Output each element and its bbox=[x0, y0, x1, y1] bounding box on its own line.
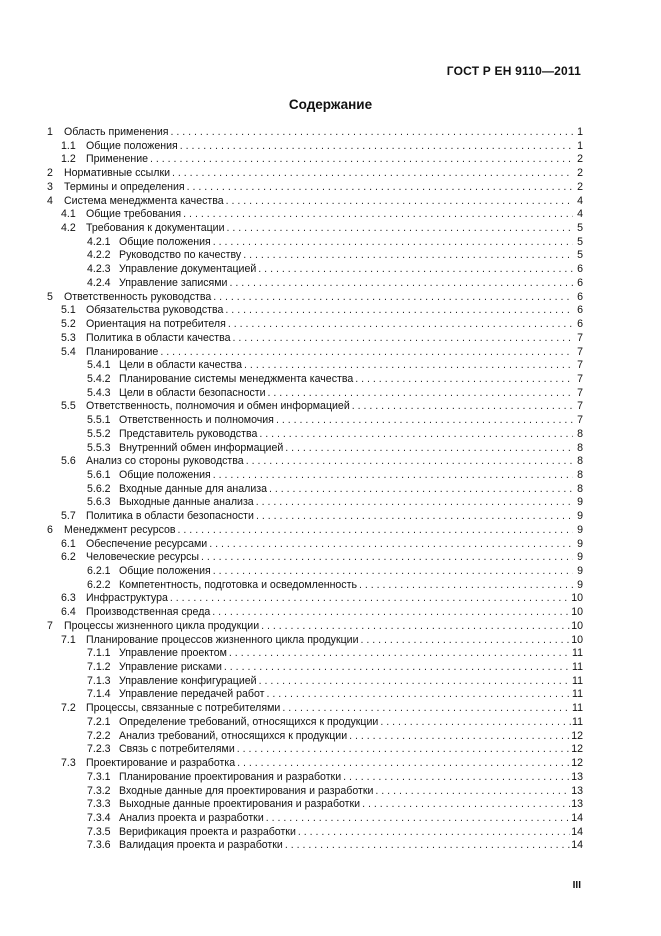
toc-title: Содержание bbox=[288, 97, 373, 112]
toc-entry-page: 14 bbox=[571, 811, 583, 824]
toc-entry-number: 7.3.3 bbox=[87, 798, 111, 811]
toc-dot-leader bbox=[213, 236, 573, 250]
toc-entry-title: Общие положения bbox=[119, 468, 211, 481]
toc-entry-page: 6 bbox=[577, 304, 583, 317]
toc-entry-title: Выходные данные анализа bbox=[119, 496, 254, 509]
toc-entry-title: Планирование процессов жизненного цикла продукции bbox=[86, 633, 359, 646]
toc-entry-number: 5.4.1 bbox=[87, 359, 111, 372]
toc-entry-page: 7 bbox=[577, 345, 583, 358]
toc-entry[interactable] bbox=[47, 304, 583, 318]
toc-entry-page: 4 bbox=[577, 208, 583, 221]
toc-entry-title: Нормативные ссылки bbox=[64, 167, 171, 180]
toc-entry-title: Ответственность и полномочия bbox=[119, 414, 274, 427]
toc-entry[interactable] bbox=[47, 483, 583, 497]
toc-entry-page: 11 bbox=[572, 674, 583, 687]
toc-entry-number: 5.6 bbox=[61, 455, 76, 468]
toc-entry-title: Планирование проектирования и разработки bbox=[119, 770, 342, 783]
toc-entry-page: 8 bbox=[577, 427, 583, 440]
toc-entry[interactable] bbox=[47, 510, 583, 524]
toc-entry-number: 5.5.1 bbox=[87, 414, 111, 427]
toc-entry-number: 4.2.3 bbox=[87, 263, 111, 276]
toc-entry-title: Компетентность, подготовка и осведомленность bbox=[119, 578, 357, 591]
toc-dot-leader bbox=[343, 771, 570, 785]
toc-entry-title: Менеджмент ресурсов bbox=[64, 523, 176, 536]
toc-entry[interactable] bbox=[47, 634, 583, 648]
toc-dot-leader bbox=[256, 496, 573, 510]
toc-entry-number: 4.1 bbox=[61, 208, 76, 221]
toc-entry-number: 7.2 bbox=[61, 702, 76, 715]
toc-dot-leader bbox=[361, 634, 571, 648]
toc-entry-title: Входные данные для анализа bbox=[119, 482, 268, 495]
toc-entry[interactable] bbox=[47, 195, 583, 209]
toc-entry-page: 8 bbox=[577, 455, 583, 468]
toc-entry-title: Обязательства руководства bbox=[86, 304, 224, 317]
toc-entry-page: 9 bbox=[577, 578, 583, 591]
toc-entry[interactable] bbox=[47, 661, 583, 675]
toc-entry-title: Управление передачей работ bbox=[119, 688, 265, 701]
toc-entry-number: 5.1 bbox=[61, 304, 76, 317]
toc-dot-leader bbox=[237, 743, 570, 757]
toc-entry-title: Производственная среда bbox=[86, 606, 211, 619]
toc-dot-leader bbox=[352, 400, 573, 414]
toc-entry-title: Руководство по качеству bbox=[119, 249, 242, 262]
toc-entry[interactable] bbox=[47, 153, 583, 167]
toc-entry[interactable] bbox=[47, 181, 583, 195]
toc-dot-leader bbox=[183, 208, 573, 222]
toc-entry-page: 11 bbox=[572, 715, 583, 728]
toc-dot-leader bbox=[267, 688, 572, 702]
toc-entry[interactable] bbox=[47, 785, 583, 799]
toc-dot-leader bbox=[229, 647, 571, 661]
toc-entry-page: 6 bbox=[577, 276, 583, 289]
toc-entry-number: 7.1 bbox=[61, 633, 76, 646]
toc-dot-leader bbox=[256, 510, 573, 524]
toc-entry-number: 4.2 bbox=[61, 222, 76, 235]
toc-entry-title: Процессы, связанные с потребителями bbox=[86, 702, 281, 715]
toc-entry-page: 5 bbox=[577, 222, 583, 235]
toc-entry[interactable] bbox=[47, 455, 583, 469]
toc-entry-number: 7.2.3 bbox=[87, 743, 111, 756]
toc-entry-number: 7.1.2 bbox=[87, 661, 111, 674]
toc-entry[interactable] bbox=[47, 757, 583, 771]
toc-entry-title: Применение bbox=[86, 153, 149, 166]
toc-entry-title: Валидация проекта и разработки bbox=[119, 839, 283, 852]
toc-dot-leader bbox=[266, 812, 570, 826]
toc-dot-leader bbox=[268, 387, 573, 401]
toc-dot-leader bbox=[209, 538, 573, 552]
toc-entry[interactable] bbox=[47, 839, 583, 853]
toc-dot-leader bbox=[380, 716, 571, 730]
toc-entry-page: 6 bbox=[577, 263, 583, 276]
toc-entry-title: Анализ со стороны руководства bbox=[86, 455, 244, 468]
toc-entry-number: 4.2.2 bbox=[87, 249, 111, 262]
toc-entry[interactable] bbox=[47, 359, 583, 373]
toc-entry-page: 13 bbox=[571, 798, 583, 811]
toc-entry-title: Выходные данные проектирования и разработки bbox=[119, 798, 361, 811]
toc-entry-number: 6.4 bbox=[61, 606, 76, 619]
toc-entry[interactable] bbox=[47, 716, 583, 730]
table-of-contents bbox=[47, 126, 583, 853]
toc-entry-number: 2 bbox=[47, 167, 53, 180]
toc-entry[interactable] bbox=[47, 291, 583, 305]
toc-dot-leader bbox=[244, 359, 573, 373]
toc-entry-title: Представитель руководства bbox=[119, 427, 258, 440]
toc-entry-number: 7.2.2 bbox=[87, 729, 111, 742]
toc-dot-leader bbox=[224, 661, 571, 675]
toc-entry-page: 10 bbox=[571, 592, 583, 605]
toc-entry-title: Политика в области качества bbox=[86, 331, 231, 344]
toc-entry-number: 5.6.3 bbox=[87, 496, 111, 509]
toc-dot-leader bbox=[226, 195, 573, 209]
toc-dot-leader bbox=[259, 428, 573, 442]
toc-entry-number: 4.2.4 bbox=[87, 276, 111, 289]
toc-dot-leader bbox=[298, 826, 570, 840]
toc-entry-number: 5.4.3 bbox=[87, 386, 111, 399]
toc-entry-page: 12 bbox=[571, 729, 583, 742]
toc-entry[interactable] bbox=[47, 263, 583, 277]
toc-dot-leader bbox=[172, 167, 573, 181]
toc-entry[interactable] bbox=[47, 428, 583, 442]
toc-dot-leader bbox=[150, 153, 573, 167]
toc-dot-leader bbox=[170, 126, 573, 140]
toc-entry-title: Верификация проекта и разработки bbox=[119, 825, 296, 838]
toc-entry-number: 5.5.2 bbox=[87, 427, 111, 440]
toc-entry[interactable] bbox=[47, 414, 583, 428]
toc-entry-title: Человеческие ресурсы bbox=[86, 551, 199, 564]
toc-dot-leader bbox=[229, 277, 573, 291]
toc-entry-number: 5 bbox=[47, 290, 53, 303]
toc-dot-leader bbox=[228, 318, 573, 332]
toc-entry-page: 7 bbox=[577, 386, 583, 399]
toc-entry[interactable] bbox=[47, 688, 583, 702]
toc-entry-page: 7 bbox=[577, 372, 583, 385]
toc-entry-title: Входные данные для проектирования и разработки bbox=[119, 784, 374, 797]
toc-entry-page: 2 bbox=[577, 153, 583, 166]
toc-entry-title: Управление документацией bbox=[119, 263, 257, 276]
toc-dot-leader bbox=[160, 346, 573, 360]
toc-entry-page: 6 bbox=[577, 290, 583, 303]
toc-entry-page: 12 bbox=[571, 743, 583, 756]
toc-dot-leader bbox=[259, 675, 571, 689]
toc-entry-page: 14 bbox=[571, 825, 583, 838]
toc-entry-page: 7 bbox=[577, 400, 583, 413]
toc-entry-title: Область применения bbox=[64, 126, 169, 138]
toc-entry[interactable] bbox=[47, 579, 583, 593]
toc-entry-page: 1 bbox=[577, 126, 583, 138]
toc-entry[interactable] bbox=[47, 702, 583, 716]
toc-entry-page: 7 bbox=[577, 359, 583, 372]
toc-dot-leader bbox=[213, 291, 573, 305]
toc-entry-title: Определение требований, относящихся к продукции bbox=[119, 715, 379, 728]
toc-entry-page: 9 bbox=[577, 523, 583, 536]
toc-entry-number: 7.2.1 bbox=[87, 715, 111, 728]
toc-entry-page: 10 bbox=[571, 606, 583, 619]
toc-entry[interactable] bbox=[47, 826, 583, 840]
toc-entry-page: 5 bbox=[577, 235, 583, 248]
toc-dot-leader bbox=[261, 620, 570, 634]
toc-dot-leader bbox=[258, 263, 573, 277]
toc-entry-number: 6.2.1 bbox=[87, 565, 111, 577]
toc-entry-number: 1.2 bbox=[61, 153, 76, 166]
toc-entry[interactable] bbox=[47, 620, 583, 634]
toc-entry-title: Планирование системы менеджмента качества bbox=[119, 372, 354, 385]
toc-entry[interactable] bbox=[47, 675, 583, 689]
toc-dot-leader bbox=[285, 839, 570, 853]
toc-entry-title: Общие требования bbox=[86, 208, 182, 221]
toc-entry-page: 7 bbox=[577, 331, 583, 344]
toc-entry-page: 6 bbox=[577, 318, 583, 331]
toc-entry-number: 7.1.3 bbox=[87, 674, 111, 687]
toc-entry-number: 7 bbox=[47, 619, 53, 632]
toc-entry[interactable] bbox=[47, 318, 583, 332]
toc-dot-leader bbox=[213, 565, 573, 579]
toc-dot-leader bbox=[237, 757, 570, 771]
toc-entry[interactable] bbox=[47, 812, 583, 826]
toc-entry-number: 6.2.2 bbox=[87, 578, 111, 591]
toc-dot-leader bbox=[362, 798, 570, 812]
toc-entry-page: 8 bbox=[577, 468, 583, 481]
toc-entry-title: Управление записями bbox=[119, 276, 228, 289]
toc-entry-number: 7.3.5 bbox=[87, 825, 111, 838]
toc-entry-number: 7.3.2 bbox=[87, 784, 111, 797]
toc-entry-title: Обеспечение ресурсами bbox=[86, 537, 208, 550]
toc-entry[interactable] bbox=[47, 592, 583, 606]
toc-entry-page: 11 bbox=[572, 702, 583, 715]
toc-dot-leader bbox=[178, 524, 573, 538]
toc-entry-page: 10 bbox=[571, 633, 583, 646]
toc-entry[interactable] bbox=[47, 538, 583, 552]
toc-entry[interactable] bbox=[47, 730, 583, 744]
toc-entry-number: 5.6.2 bbox=[87, 482, 111, 495]
toc-entry-number: 1.1 bbox=[61, 139, 76, 152]
toc-entry-title: Управление проектом bbox=[119, 647, 227, 660]
toc-entry[interactable] bbox=[47, 400, 583, 414]
toc-entry-title: Процессы жизненного цикла продукции bbox=[64, 619, 260, 632]
toc-dot-leader bbox=[213, 469, 573, 483]
toc-dot-leader bbox=[232, 332, 573, 346]
toc-entry-title: Общие положения bbox=[86, 139, 178, 152]
toc-entry[interactable] bbox=[47, 332, 583, 346]
toc-entry-title: Анализ требований, относящихся к продукции bbox=[119, 729, 348, 742]
toc-entry-title: Требования к документации bbox=[86, 222, 225, 235]
toc-dot-leader bbox=[170, 592, 570, 606]
toc-entry[interactable] bbox=[47, 647, 583, 661]
toc-entry-title: Управление конфигурацией bbox=[119, 674, 257, 687]
toc-entry-page: 4 bbox=[577, 194, 583, 207]
toc-dot-leader bbox=[187, 181, 573, 195]
toc-entry-number: 7.3 bbox=[61, 757, 76, 770]
toc-entry-title: Ответственность руководства bbox=[64, 290, 212, 303]
toc-entry-page: 10 bbox=[571, 619, 583, 632]
toc-dot-leader bbox=[246, 455, 573, 469]
toc-entry-page: 9 bbox=[577, 496, 583, 509]
toc-entry-page: 11 bbox=[572, 661, 583, 674]
toc-entry[interactable] bbox=[47, 565, 583, 579]
toc-entry-page: 14 bbox=[571, 839, 583, 852]
toc-entry-number: 7.3.1 bbox=[87, 770, 111, 783]
toc-entry-number: 7.3.6 bbox=[87, 839, 111, 852]
page-number: III bbox=[572, 880, 581, 891]
toc-entry[interactable] bbox=[47, 771, 583, 785]
toc-entry-page: 12 bbox=[571, 757, 583, 770]
toc-entry-page: 5 bbox=[577, 249, 583, 262]
toc-entry-title: Внутренний обмен информацией bbox=[119, 441, 284, 454]
toc-entry-number: 4 bbox=[47, 194, 53, 207]
toc-entry-number: 6.3 bbox=[61, 592, 76, 605]
toc-entry[interactable] bbox=[47, 551, 583, 565]
toc-dot-leader bbox=[285, 442, 573, 456]
toc-entry[interactable] bbox=[47, 222, 583, 236]
toc-entry-page: 7 bbox=[577, 414, 583, 427]
toc-entry-number: 5.5.3 bbox=[87, 441, 111, 454]
toc-entry-page: 13 bbox=[571, 784, 583, 797]
toc-entry-title: Планирование bbox=[86, 345, 159, 358]
toc-entry-page: 11 bbox=[572, 688, 583, 701]
toc-entry-page: 13 bbox=[571, 770, 583, 783]
toc-dot-leader bbox=[212, 606, 570, 620]
toc-entry-number: 6.2 bbox=[61, 551, 76, 564]
toc-entry-page: 2 bbox=[577, 180, 583, 193]
toc-entry-number: 6.1 bbox=[61, 537, 76, 550]
toc-entry-number: 5.7 bbox=[61, 510, 76, 523]
toc-entry[interactable] bbox=[47, 167, 583, 181]
toc-entry-title: Термины и определения bbox=[64, 180, 185, 193]
toc-entry-title: Ориентация на потребителя bbox=[86, 318, 226, 331]
toc-entry[interactable] bbox=[47, 249, 583, 263]
toc-entry[interactable] bbox=[47, 140, 583, 154]
toc-entry-title: Политика в области безопасности bbox=[86, 510, 254, 523]
toc-dot-leader bbox=[225, 304, 573, 318]
toc-entry-number: 5.2 bbox=[61, 318, 76, 331]
toc-entry-number: 7.1.1 bbox=[87, 647, 111, 660]
toc-entry-number: 5.3 bbox=[61, 331, 76, 344]
toc-entry-title: Общие положения bbox=[119, 565, 211, 577]
toc-entry-page: 9 bbox=[577, 537, 583, 550]
toc-entry-number: 7.1.4 bbox=[87, 688, 111, 701]
toc-dot-leader bbox=[359, 579, 573, 593]
toc-dot-leader bbox=[349, 730, 570, 744]
toc-entry-number: 5.6.1 bbox=[87, 468, 111, 481]
toc-entry-title: Анализ проекта и разработки bbox=[119, 811, 264, 824]
toc-entry-number: 6 bbox=[47, 523, 53, 536]
toc-entry-number: 4.2.1 bbox=[87, 235, 111, 248]
toc-entry-title: Проектирование и разработка bbox=[86, 757, 236, 770]
toc-entry-page: 2 bbox=[577, 167, 583, 180]
toc-dot-leader bbox=[201, 551, 573, 565]
toc-entry-title: Система менеджмента качества bbox=[64, 194, 224, 207]
toc-entry-number: 3 bbox=[47, 180, 53, 193]
toc-entry-number: 5.4.2 bbox=[87, 372, 111, 385]
toc-dot-leader bbox=[355, 373, 573, 387]
toc-entry[interactable] bbox=[47, 469, 583, 483]
toc-entry[interactable] bbox=[47, 606, 583, 620]
toc-entry[interactable] bbox=[47, 236, 583, 250]
toc-entry[interactable] bbox=[47, 743, 583, 757]
toc-entry-page: 9 bbox=[577, 565, 583, 577]
toc-entry[interactable] bbox=[47, 208, 583, 222]
toc-entry-title: Цели в области безопасности bbox=[119, 386, 266, 399]
toc-dot-leader bbox=[282, 702, 571, 716]
document-code: ГОСТ Р ЕН 9110—2011 bbox=[446, 64, 581, 78]
toc-entry[interactable] bbox=[47, 387, 583, 401]
toc-entry[interactable] bbox=[47, 346, 583, 360]
toc-entry-title: Общие положения bbox=[119, 235, 211, 248]
toc-entry[interactable] bbox=[47, 442, 583, 456]
toc-entry-number: 7.3.4 bbox=[87, 811, 111, 824]
toc-dot-leader bbox=[375, 785, 570, 799]
toc-entry-page: 9 bbox=[577, 510, 583, 523]
toc-entry-page: 8 bbox=[577, 482, 583, 495]
toc-dot-leader bbox=[276, 414, 573, 428]
toc-entry[interactable] bbox=[47, 277, 583, 291]
toc-dot-leader bbox=[226, 222, 573, 236]
toc-entry-page: 11 bbox=[572, 647, 583, 660]
toc-dot-leader bbox=[269, 483, 573, 497]
toc-entry-title: Управление рисками bbox=[119, 661, 222, 674]
toc-entry-title: Связь с потребителями bbox=[119, 743, 235, 756]
toc-entry-title: Инфраструктура bbox=[86, 592, 168, 605]
toc-dot-leader bbox=[180, 140, 573, 154]
toc-entry[interactable] bbox=[47, 126, 583, 140]
toc-entry-page: 8 bbox=[577, 441, 583, 454]
toc-entry[interactable] bbox=[47, 496, 583, 510]
toc-entry[interactable] bbox=[47, 524, 583, 538]
toc-dot-leader bbox=[243, 249, 573, 263]
toc-entry-number: 5.4 bbox=[61, 345, 76, 358]
toc-entry[interactable] bbox=[47, 798, 583, 812]
toc-entry[interactable] bbox=[47, 373, 583, 387]
toc-entry-number: 1 bbox=[47, 126, 53, 138]
toc-entry-page: 1 bbox=[577, 139, 583, 152]
toc-entry-number: 5.5 bbox=[61, 400, 76, 413]
toc-entry-page: 9 bbox=[577, 551, 583, 564]
toc-entry-title: Цели в области качества bbox=[119, 359, 243, 372]
toc-entry-title: Ответственность, полномочия и обмен информацией bbox=[86, 400, 350, 413]
